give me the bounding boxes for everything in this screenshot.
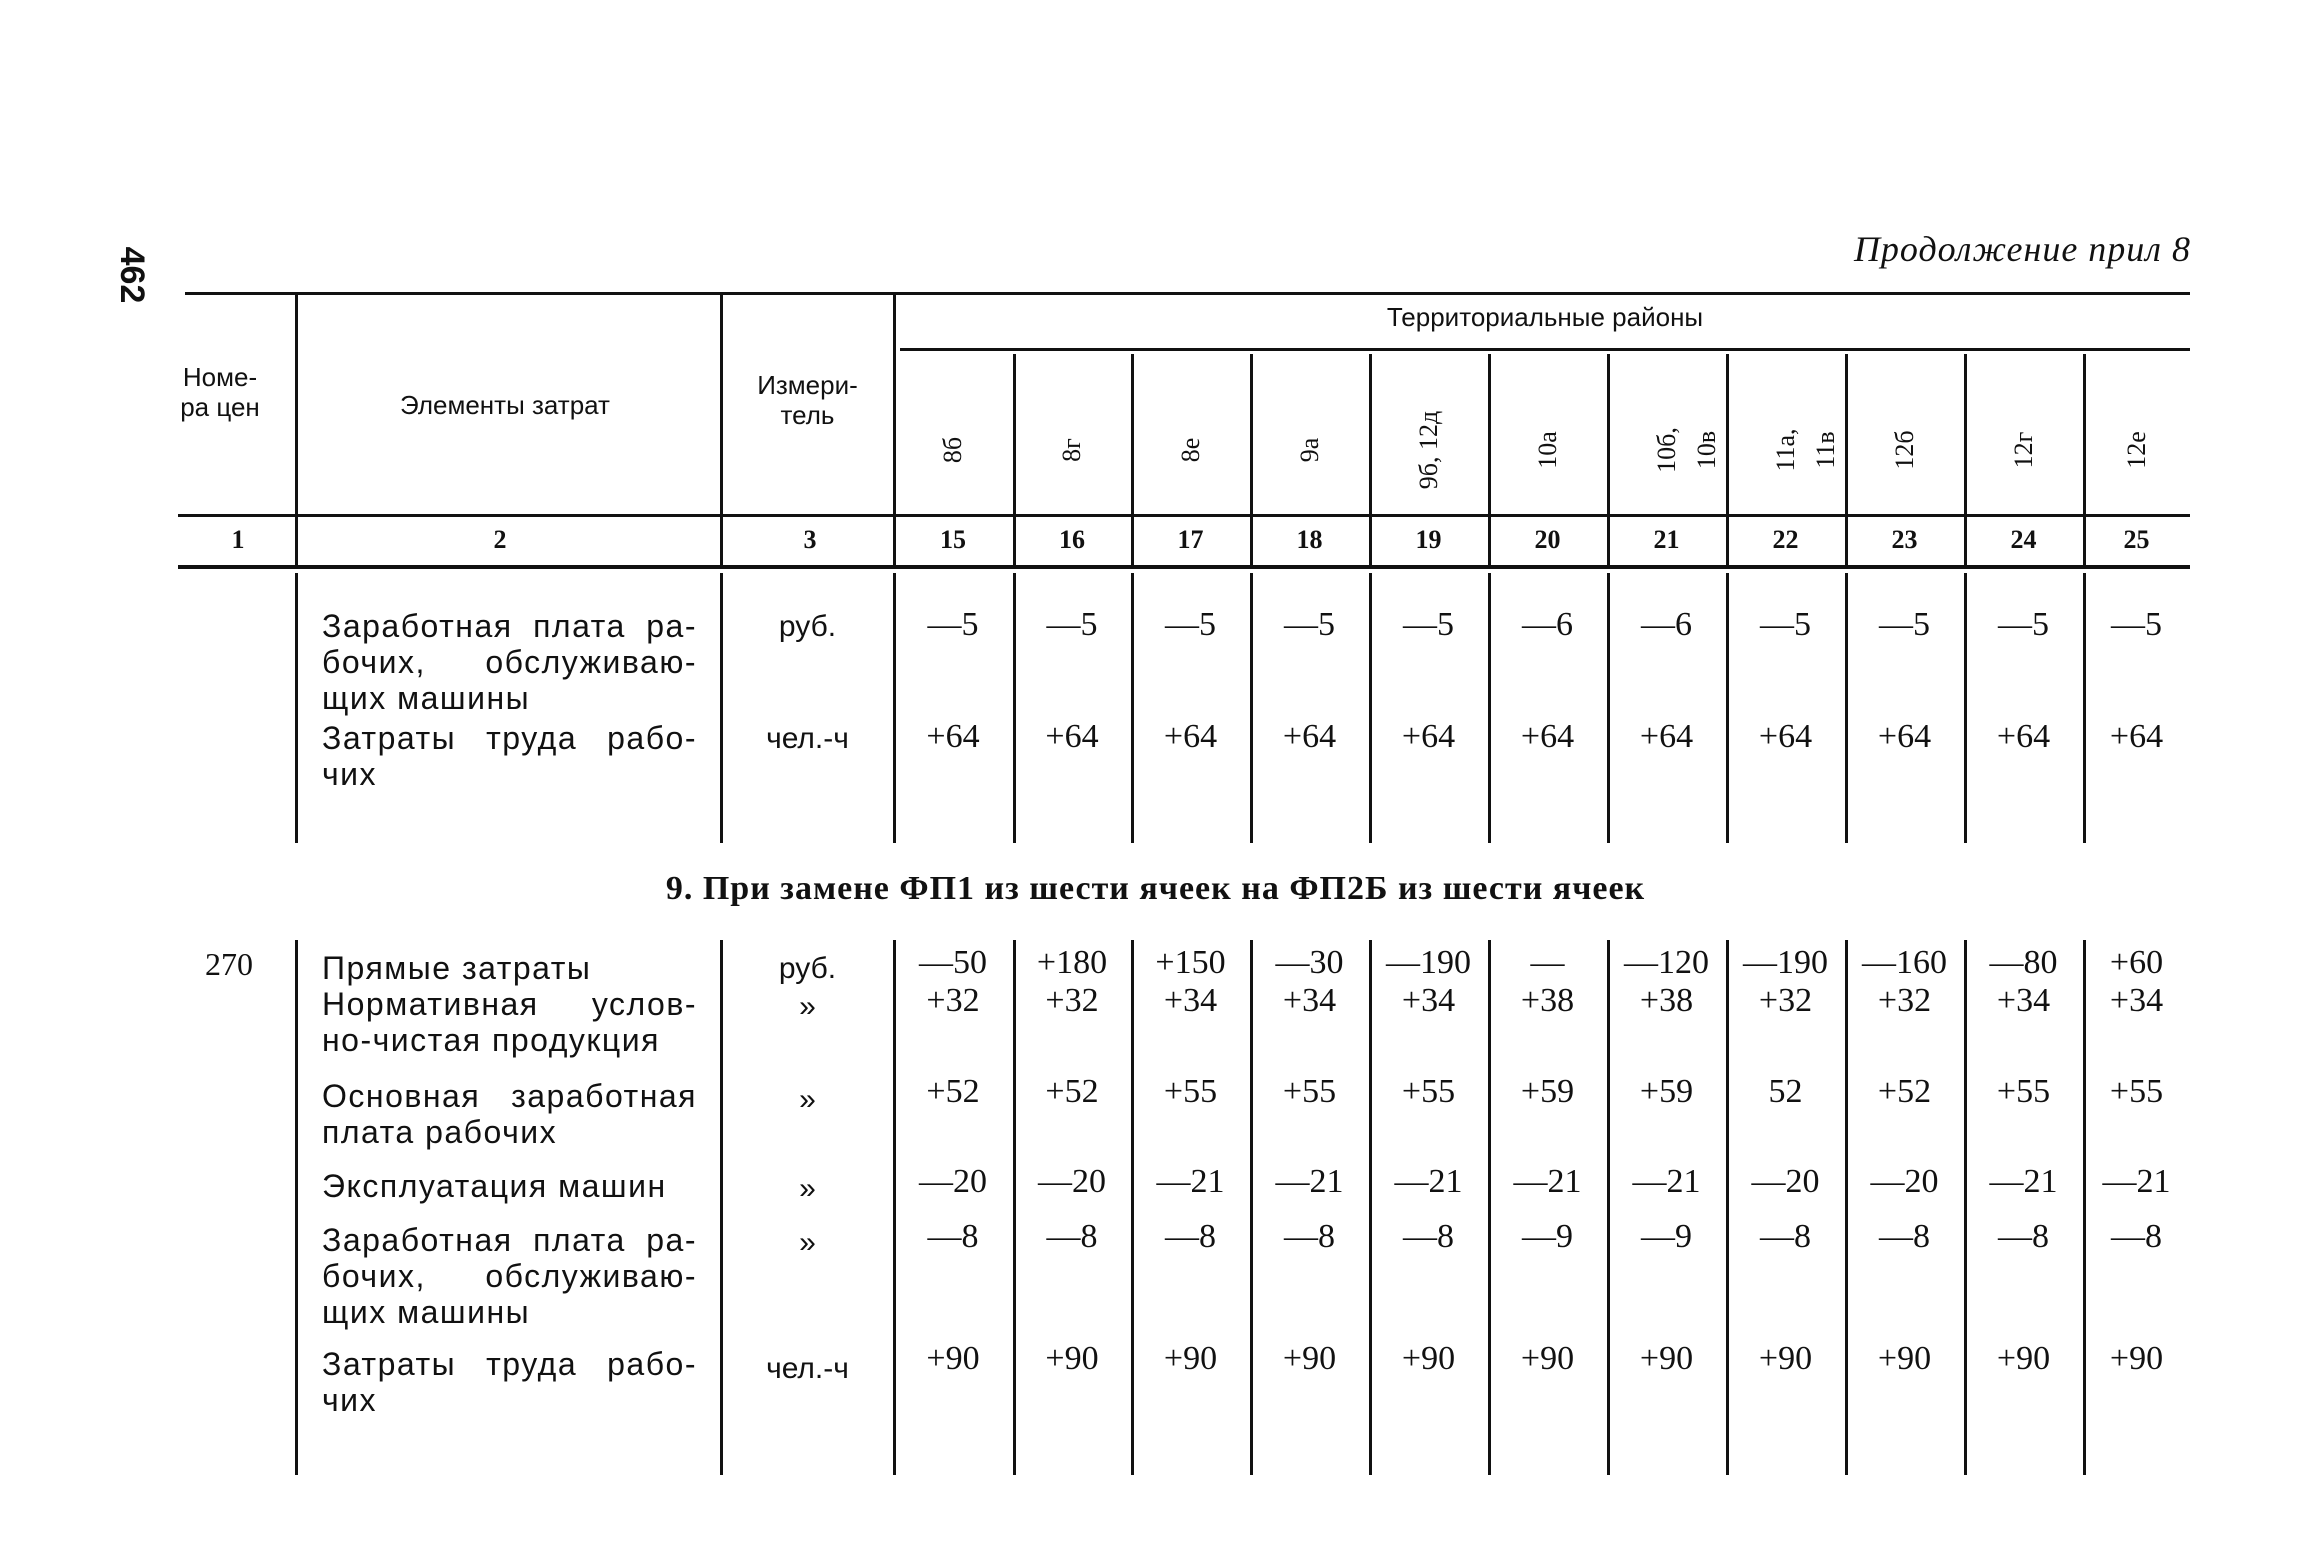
cell-value: +55 [1401,1073,1456,1110]
cell-value: —5 [1760,606,1811,643]
cell-value: +34 [1163,982,1218,1019]
element-label: Эксплуатация машин [322,1168,667,1204]
cell-value: +90 [1163,1340,1218,1377]
district-label: 12г [2008,431,2038,469]
cell-value: — [1530,944,1565,981]
cell-value: —21 [1513,1163,1582,1200]
cell-value: +180 [1036,944,1108,981]
body-vline [1250,573,1253,843]
header-vline [1013,354,1016,516]
header-elements: Элементы затрат [400,390,610,420]
cell-value: +90 [1045,1340,1099,1377]
unit-value: чел.-ч [766,1352,849,1385]
cell-value: —8 [1879,1218,1930,1255]
cell-value: —5 [2111,606,2162,643]
column-number: 23 [1891,525,1918,554]
body-vline [1131,940,1134,1475]
column-number: 18 [1296,525,1323,554]
district-label: 11а, 11в [1770,428,1840,472]
section-number: 270 [205,946,253,982]
cell-value: —190 [1386,944,1471,981]
cell-value: +60 [2109,944,2164,981]
unit-value: » [799,990,816,1023]
body-vline [1131,573,1134,843]
header-bottom-rule [178,514,2190,517]
cell-value: 52 [1768,1073,1803,1110]
body-vline [1607,940,1610,1475]
column-number: 21 [1653,525,1680,554]
cell-value: —6 [1522,606,1573,643]
cell-value: —30 [1275,944,1344,981]
cell-value: —8 [1284,1218,1335,1255]
cell-value: —20 [1038,1163,1106,1200]
cell-value: —8 [927,1218,979,1255]
top-rule [185,292,2190,295]
cell-value: +32 [926,982,980,1019]
cell-value: +64 [1758,718,1813,755]
cell-value: +55 [1282,1073,1337,1110]
header-vline [1607,354,1610,516]
cell-value: +150 [1155,944,1226,981]
district-label: 12б [1889,430,1919,470]
cell-value: —5 [1046,606,1098,643]
body-vline [1369,573,1372,843]
colnum-vline [720,516,723,566]
header-vline [1250,354,1253,516]
body-vline [1250,940,1253,1475]
cell-value: +90 [1877,1340,1932,1377]
body-vline [1607,573,1610,843]
unit-value: руб. [778,952,837,985]
header-vline [1131,354,1134,516]
body-vline [1013,940,1016,1475]
cell-value: +64 [1996,718,2051,755]
colnum-vline [1726,516,1729,566]
cell-value: —21 [1632,1163,1701,1200]
element-label: Затраты труда рабо-чих [322,720,697,792]
unit-value: чел.-ч [766,722,849,755]
cell-value: +64 [1282,718,1337,755]
cell-value: +38 [1639,982,1694,1019]
cell-value: +52 [926,1073,980,1110]
cell-value: +34 [2109,982,2164,1019]
body-vline [2083,940,2086,1475]
body-vline [1369,940,1372,1475]
header-vline [720,295,723,515]
body-vline [1964,940,1967,1475]
body-vline [1488,573,1491,843]
body-vline [893,573,896,843]
header-vline [2083,354,2086,516]
cell-value: —20 [919,1163,987,1200]
cell-value: +64 [1045,718,1099,755]
cell-value: —21 [1989,1163,2058,1200]
cell-value: +64 [2109,718,2164,755]
header-price-number: Номе-ра цен [180,362,260,422]
colnum-vline [2083,516,2086,566]
colnum-vline [1488,516,1491,566]
cell-value: —5 [1284,606,1335,643]
cell-value: —9 [1641,1218,1692,1255]
colnum-vline [1369,516,1372,566]
body-vline [295,940,298,1475]
cell-value: +64 [926,718,980,755]
district-label: 12е [2121,431,2151,469]
cell-value: +90 [2109,1340,2164,1377]
body-vline [1726,940,1729,1475]
cell-value: —8 [1403,1218,1454,1255]
cell-value: —20 [1870,1163,1939,1200]
unit-value: » [799,1083,816,1116]
cell-value: —8 [1165,1218,1216,1255]
district-label: 9а [1294,437,1324,463]
cell-value: +55 [1996,1073,2051,1110]
column-number: 2 [493,525,507,554]
cell-value: —9 [1522,1218,1573,1255]
district-label: 8б [938,436,967,464]
cell-value: —21 [2102,1163,2171,1200]
cell-value: +64 [1163,718,1218,755]
column-number: 25 [2123,525,2150,554]
district-label: 9б, 12д [1413,410,1443,490]
cell-value: +64 [1401,718,1456,755]
body-vline [1964,573,1967,843]
cell-value: +55 [1163,1073,1218,1110]
continuation-label: Продолжение прил 8 [1853,229,2191,269]
cell-value: —5 [1165,606,1216,643]
cell-value: —80 [1989,944,2058,981]
cell-value: +32 [1045,982,1099,1019]
body-vline [893,940,896,1475]
cell-value: +34 [1996,982,2051,1019]
column-number: 17 [1177,525,1204,554]
cell-value: —21 [1394,1163,1463,1200]
column-number: 15 [940,525,966,554]
section-title: 9. При замене ФП1 из шести ячеек на ФП2Б из шести ячеек [665,870,1646,907]
cell-value: —5 [1998,606,2049,643]
header-vline [1488,354,1491,516]
cell-value: +38 [1520,982,1575,1019]
cell-value: +32 [1877,982,1932,1019]
cell-value: —6 [1641,606,1692,643]
cell-value: +90 [1520,1340,1575,1377]
territorial-rule [900,348,2190,351]
colnum-vline [295,516,298,566]
cell-value: +90 [1282,1340,1337,1377]
cell-value: —120 [1624,944,1709,981]
header-vline [1964,354,1967,516]
column-number: 22 [1772,525,1799,554]
cell-value: —5 [1879,606,1930,643]
cell-value: —190 [1743,944,1828,981]
column-number: 20 [1534,525,1561,554]
column-number: 16 [1059,525,1085,554]
cell-value: —8 [1046,1218,1098,1255]
colnum-vline [1964,516,1967,566]
body-vline [1488,940,1491,1475]
cell-value: —5 [927,606,979,643]
element-label: Прямые затраты [322,950,592,986]
header-vline [1369,354,1372,516]
cell-value: —8 [1998,1218,2049,1255]
district-label: 10б, 10в [1651,427,1721,473]
column-number: 3 [803,525,817,554]
cell-value: +34 [1282,982,1337,1019]
cell-value: +64 [1877,718,1932,755]
element-label: Заработная плата ра-бочих, обслуживаю-щих машины [322,608,697,716]
body-vline [1726,573,1729,843]
cell-value: +55 [2109,1073,2164,1110]
cell-value: +90 [1996,1340,2051,1377]
cell-value: —20 [1751,1163,1820,1200]
column-number: 1 [231,525,245,554]
unit-value: » [799,1172,816,1205]
body-vline [720,573,723,843]
header-unit: Измери-тель [757,370,858,430]
cell-value: +90 [1401,1340,1456,1377]
header-vline [893,295,896,515]
page-number: 462 [113,246,151,304]
colnum-vline [1607,516,1610,566]
body-vline [720,940,723,1475]
body-vline [1845,940,1848,1475]
cell-value: +59 [1639,1073,1694,1110]
element-label: Затраты труда рабо-чих [322,1346,697,1418]
element-label: Заработная плата ра-бочих, обслуживаю-щих машины [322,1222,697,1330]
body-vline [1845,573,1848,843]
element-label: Нормативная услов-но-чистая продукция [322,986,697,1058]
header-vline [295,295,298,515]
cell-value: —8 [2111,1218,2162,1255]
header-territorial: Территориальные районы [1386,302,1704,332]
column-number: 24 [2010,525,2037,554]
body-vline [295,573,298,843]
cell-value: +59 [1520,1073,1575,1110]
district-label: 8е [1175,437,1205,463]
column-number: 19 [1415,525,1442,554]
cell-value: +64 [1639,718,1694,755]
colnum-vline [1131,516,1134,566]
body-vline [1013,573,1016,843]
colnum-vline [1250,516,1253,566]
unit-value: » [799,1226,816,1259]
cell-value: +34 [1401,982,1456,1019]
cell-value: +90 [1758,1340,1813,1377]
district-label: 8г [1057,438,1086,462]
cell-value: —160 [1862,944,1947,981]
unit-value: руб. [778,610,837,643]
cell-value: —21 [1156,1163,1225,1200]
element-label: Основная заработная плата рабочих [322,1078,697,1150]
colnum-bottom-rule [178,565,2190,569]
cell-value: +90 [1639,1340,1694,1377]
colnum-vline [1013,516,1016,566]
colnum-vline [1845,516,1848,566]
cell-value: —8 [1760,1218,1811,1255]
cell-value: —21 [1275,1163,1344,1200]
cell-value: +52 [1045,1073,1099,1110]
cell-value: +32 [1758,982,1813,1019]
cell-value: +52 [1877,1073,1932,1110]
cell-value: —5 [1403,606,1454,643]
district-label: 10а [1532,431,1562,469]
cell-value: +90 [926,1340,980,1377]
cell-value: +64 [1520,718,1575,755]
colnum-vline [893,516,896,566]
cell-value: —50 [919,944,987,981]
